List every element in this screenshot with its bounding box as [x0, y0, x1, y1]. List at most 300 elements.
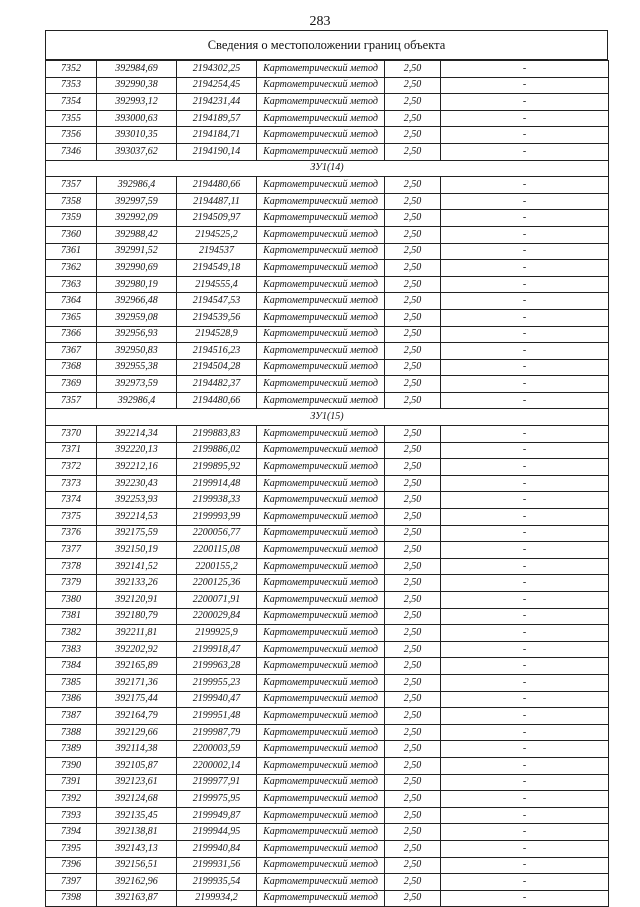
- coord-x-cell: 392220,13: [97, 442, 177, 459]
- accuracy-cell: 2,50: [385, 691, 441, 708]
- accuracy-cell: 2,50: [385, 293, 441, 310]
- point-number-cell: 7386: [46, 691, 97, 708]
- coord-x-cell: 392966,48: [97, 293, 177, 310]
- coord-y-cell: 2194539,56: [177, 309, 257, 326]
- method-cell: Картометрический метод: [257, 807, 385, 824]
- coord-y-cell: 2200125,36: [177, 575, 257, 592]
- point-number-cell: 7377: [46, 542, 97, 559]
- coord-y-cell: 2199883,83: [177, 426, 257, 443]
- accuracy-cell: 2,50: [385, 724, 441, 741]
- method-cell: Картометрический метод: [257, 724, 385, 741]
- description-cell: -: [441, 293, 609, 310]
- coord-y-cell: 2194516,23: [177, 343, 257, 360]
- method-cell: Картометрический метод: [257, 326, 385, 343]
- coord-x-cell: 392162,96: [97, 874, 177, 891]
- coord-x-cell: 392165,89: [97, 658, 177, 675]
- coord-y-cell: 2194547,53: [177, 293, 257, 310]
- table-row: [46, 575, 609, 592]
- table-row: [46, 674, 609, 691]
- coord-y-cell: 2194487,11: [177, 193, 257, 210]
- table-row: [46, 193, 609, 210]
- coord-y-cell: 2200002,14: [177, 757, 257, 774]
- accuracy-cell: 2,50: [385, 426, 441, 443]
- accuracy-cell: 2,50: [385, 226, 441, 243]
- coord-x-cell: 392180,79: [97, 608, 177, 625]
- table-row: [46, 475, 609, 492]
- accuracy-cell: 2,50: [385, 757, 441, 774]
- point-number-cell: 7373: [46, 475, 97, 492]
- accuracy-cell: 2,50: [385, 77, 441, 94]
- coord-y-cell: 2194509,97: [177, 210, 257, 227]
- accuracy-cell: 2,50: [385, 741, 441, 758]
- point-number-cell: 7387: [46, 708, 97, 725]
- accuracy-cell: 2,50: [385, 359, 441, 376]
- coord-x-cell: 392164,79: [97, 708, 177, 725]
- coord-x-cell: 392212,16: [97, 459, 177, 476]
- method-cell: Картометрический метод: [257, 61, 385, 78]
- table-row: [46, 724, 609, 741]
- description-cell: -: [441, 857, 609, 874]
- method-cell: Картометрический метод: [257, 459, 385, 476]
- description-cell: -: [441, 492, 609, 509]
- coord-x-cell: 392156,51: [97, 857, 177, 874]
- method-cell: Картометрический метод: [257, 309, 385, 326]
- method-cell: Картометрический метод: [257, 226, 385, 243]
- point-number-cell: 7366: [46, 326, 97, 343]
- coord-x-cell: 392959,08: [97, 309, 177, 326]
- coord-x-cell: 392129,66: [97, 724, 177, 741]
- description-cell: -: [441, 509, 609, 526]
- coord-x-cell: 392138,81: [97, 824, 177, 841]
- method-cell: Картометрический метод: [257, 608, 385, 625]
- description-cell: -: [441, 276, 609, 293]
- table-row: [46, 210, 609, 227]
- coord-y-cell: 2199993,99: [177, 509, 257, 526]
- coord-y-cell: 2199955,23: [177, 674, 257, 691]
- coord-y-cell: 2199931,56: [177, 857, 257, 874]
- description-cell: -: [441, 343, 609, 360]
- point-number-cell: 7352: [46, 61, 97, 78]
- method-cell: Картометрический метод: [257, 874, 385, 891]
- coord-x-cell: 392984,69: [97, 61, 177, 78]
- coord-y-cell: 2199925,9: [177, 625, 257, 642]
- table-row: [46, 260, 609, 277]
- description-cell: -: [441, 641, 609, 658]
- point-number-cell: 7356: [46, 127, 97, 144]
- point-number-cell: 7365: [46, 309, 97, 326]
- accuracy-cell: 2,50: [385, 840, 441, 857]
- point-number-cell: 7396: [46, 857, 97, 874]
- point-number-cell: 7360: [46, 226, 97, 243]
- table-row: [46, 392, 609, 409]
- method-cell: Картометрический метод: [257, 376, 385, 393]
- coord-y-cell: 2199940,47: [177, 691, 257, 708]
- table-row: [46, 94, 609, 111]
- accuracy-cell: 2,50: [385, 509, 441, 526]
- table-row: [46, 592, 609, 609]
- coord-x-cell: 392950,83: [97, 343, 177, 360]
- description-cell: -: [441, 459, 609, 476]
- point-number-cell: 7363: [46, 276, 97, 293]
- description-cell: -: [441, 260, 609, 277]
- coord-x-cell: 392163,87: [97, 890, 177, 907]
- table-row: [46, 226, 609, 243]
- table-row: [46, 77, 609, 94]
- point-number-cell: 7359: [46, 210, 97, 227]
- accuracy-cell: 2,50: [385, 392, 441, 409]
- coord-y-cell: 2194480,66: [177, 177, 257, 194]
- point-number-cell: 7362: [46, 260, 97, 277]
- accuracy-cell: 2,50: [385, 343, 441, 360]
- accuracy-cell: 2,50: [385, 260, 441, 277]
- method-cell: Картометрический метод: [257, 475, 385, 492]
- description-cell: -: [441, 110, 609, 127]
- point-number-cell: 7388: [46, 724, 97, 741]
- coord-y-cell: 2194528,9: [177, 326, 257, 343]
- description-cell: -: [441, 442, 609, 459]
- method-cell: Картометрический метод: [257, 757, 385, 774]
- table-row: [46, 774, 609, 791]
- table-row: [46, 293, 609, 310]
- description-cell: -: [441, 475, 609, 492]
- point-number-cell: 7378: [46, 558, 97, 575]
- coord-x-cell: 392980,19: [97, 276, 177, 293]
- method-cell: Картометрический метод: [257, 509, 385, 526]
- coord-y-cell: 2200003,59: [177, 741, 257, 758]
- method-cell: Картометрический метод: [257, 110, 385, 127]
- table-row: [46, 741, 609, 758]
- accuracy-cell: 2,50: [385, 525, 441, 542]
- accuracy-cell: 2,50: [385, 874, 441, 891]
- page-number: 283: [309, 14, 331, 29]
- coord-y-cell: 2199938,33: [177, 492, 257, 509]
- table-row: [46, 641, 609, 658]
- accuracy-cell: 2,50: [385, 890, 441, 907]
- method-cell: Картометрический метод: [257, 525, 385, 542]
- description-cell: -: [441, 309, 609, 326]
- accuracy-cell: 2,50: [385, 824, 441, 841]
- coord-y-cell: 2194525,2: [177, 226, 257, 243]
- coord-y-cell: 2194190,14: [177, 143, 257, 160]
- coord-x-cell: 392171,36: [97, 674, 177, 691]
- description-cell: -: [441, 61, 609, 78]
- table-row: [46, 840, 609, 857]
- accuracy-cell: 2,50: [385, 376, 441, 393]
- point-number-cell: 7353: [46, 77, 97, 94]
- accuracy-cell: 2,50: [385, 94, 441, 111]
- table-row: [46, 276, 609, 293]
- method-cell: Картометрический метод: [257, 210, 385, 227]
- table-row: [46, 143, 609, 160]
- point-number-cell: 7361: [46, 243, 97, 260]
- boundary-sheet: [45, 30, 608, 907]
- table-row: [46, 658, 609, 675]
- description-cell: -: [441, 625, 609, 642]
- coord-x-cell: 392214,53: [97, 509, 177, 526]
- method-cell: Картометрический метод: [257, 492, 385, 509]
- coord-x-cell: 392973,59: [97, 376, 177, 393]
- section-label: ЗУ1(15): [46, 409, 609, 426]
- accuracy-cell: 2,50: [385, 309, 441, 326]
- description-cell: -: [441, 193, 609, 210]
- method-cell: Картометрический метод: [257, 674, 385, 691]
- description-cell: -: [441, 592, 609, 609]
- description-cell: -: [441, 210, 609, 227]
- description-cell: -: [441, 791, 609, 808]
- coordinates-table-body: [46, 61, 609, 907]
- accuracy-cell: 2,50: [385, 807, 441, 824]
- accuracy-cell: 2,50: [385, 641, 441, 658]
- point-number-cell: 7390: [46, 757, 97, 774]
- point-number-cell: 7367: [46, 343, 97, 360]
- description-cell: -: [441, 243, 609, 260]
- coord-x-cell: 392211,81: [97, 625, 177, 642]
- method-cell: Картометрический метод: [257, 77, 385, 94]
- point-number-cell: 7375: [46, 509, 97, 526]
- table-row: [46, 824, 609, 841]
- accuracy-cell: 2,50: [385, 475, 441, 492]
- coord-x-cell: 392986,4: [97, 177, 177, 194]
- point-number-cell: 7369: [46, 376, 97, 393]
- method-cell: Картометрический метод: [257, 143, 385, 160]
- coord-y-cell: 2194231,44: [177, 94, 257, 111]
- accuracy-cell: 2,50: [385, 625, 441, 642]
- method-cell: Картометрический метод: [257, 890, 385, 907]
- method-cell: Картометрический метод: [257, 276, 385, 293]
- coord-y-cell: 2200155,2: [177, 558, 257, 575]
- method-cell: Картометрический метод: [257, 426, 385, 443]
- description-cell: -: [441, 757, 609, 774]
- description-cell: -: [441, 807, 609, 824]
- accuracy-cell: 2,50: [385, 193, 441, 210]
- coord-x-cell: 392114,38: [97, 741, 177, 758]
- coord-x-cell: 392175,44: [97, 691, 177, 708]
- point-number-cell: 7393: [46, 807, 97, 824]
- coord-x-cell: 392141,52: [97, 558, 177, 575]
- description-cell: -: [441, 824, 609, 841]
- accuracy-cell: 2,50: [385, 210, 441, 227]
- method-cell: Картометрический метод: [257, 260, 385, 277]
- table-row: [46, 343, 609, 360]
- method-cell: Картометрический метод: [257, 791, 385, 808]
- accuracy-cell: 2,50: [385, 276, 441, 293]
- accuracy-cell: 2,50: [385, 791, 441, 808]
- coord-y-cell: 2200029,84: [177, 608, 257, 625]
- method-cell: Картометрический метод: [257, 774, 385, 791]
- accuracy-cell: 2,50: [385, 177, 441, 194]
- description-cell: -: [441, 359, 609, 376]
- point-number-cell: 7398: [46, 890, 97, 907]
- point-number-cell: 7391: [46, 774, 97, 791]
- point-number-cell: 7376: [46, 525, 97, 542]
- coord-y-cell: 2199934,2: [177, 890, 257, 907]
- accuracy-cell: 2,50: [385, 459, 441, 476]
- table-row: [46, 542, 609, 559]
- table-row: [46, 708, 609, 725]
- method-cell: Картометрический метод: [257, 691, 385, 708]
- description-cell: -: [441, 741, 609, 758]
- coord-y-cell: 2200115,08: [177, 542, 257, 559]
- method-cell: Картометрический метод: [257, 94, 385, 111]
- coord-x-cell: 392175,59: [97, 525, 177, 542]
- description-cell: -: [441, 177, 609, 194]
- coord-y-cell: 2199895,92: [177, 459, 257, 476]
- point-number-cell: 7379: [46, 575, 97, 592]
- description-cell: -: [441, 326, 609, 343]
- method-cell: Картометрический метод: [257, 359, 385, 376]
- coord-x-cell: 392214,34: [97, 426, 177, 443]
- table-row: [46, 459, 609, 476]
- description-cell: -: [441, 525, 609, 542]
- accuracy-cell: 2,50: [385, 575, 441, 592]
- description-cell: -: [441, 674, 609, 691]
- table-row: [46, 177, 609, 194]
- accuracy-cell: 2,50: [385, 608, 441, 625]
- table-row: [46, 608, 609, 625]
- coord-x-cell: 392986,4: [97, 392, 177, 409]
- description-cell: -: [441, 774, 609, 791]
- description-cell: -: [441, 840, 609, 857]
- description-cell: -: [441, 426, 609, 443]
- accuracy-cell: 2,50: [385, 127, 441, 144]
- point-number-cell: 7397: [46, 874, 97, 891]
- point-number-cell: 7370: [46, 426, 97, 443]
- table-row: [46, 525, 609, 542]
- table-row: [46, 807, 609, 824]
- coord-x-cell: 392124,68: [97, 791, 177, 808]
- accuracy-cell: 2,50: [385, 542, 441, 559]
- point-number-cell: 7354: [46, 94, 97, 111]
- coord-x-cell: 392988,42: [97, 226, 177, 243]
- coord-y-cell: 2194504,28: [177, 359, 257, 376]
- description-cell: -: [441, 376, 609, 393]
- coord-y-cell: 2199944,95: [177, 824, 257, 841]
- accuracy-cell: 2,50: [385, 243, 441, 260]
- coord-y-cell: 2199918,47: [177, 641, 257, 658]
- table-row: [46, 426, 609, 443]
- point-number-cell: 7389: [46, 741, 97, 758]
- description-cell: -: [441, 658, 609, 675]
- description-cell: -: [441, 575, 609, 592]
- coord-x-cell: 392991,52: [97, 243, 177, 260]
- coord-x-cell: 392955,38: [97, 359, 177, 376]
- coord-x-cell: 392997,59: [97, 193, 177, 210]
- method-cell: Картометрический метод: [257, 641, 385, 658]
- table-row: [46, 791, 609, 808]
- table-row: [46, 874, 609, 891]
- point-number-cell: 7357: [46, 392, 97, 409]
- point-number-cell: 7357: [46, 177, 97, 194]
- table-row: [46, 558, 609, 575]
- coord-x-cell: 392143,13: [97, 840, 177, 857]
- description-cell: -: [441, 94, 609, 111]
- accuracy-cell: 2,50: [385, 592, 441, 609]
- table-row: [46, 442, 609, 459]
- description-cell: -: [441, 542, 609, 559]
- table-row: [46, 757, 609, 774]
- accuracy-cell: 2,50: [385, 143, 441, 160]
- description-cell: -: [441, 608, 609, 625]
- description-cell: -: [441, 392, 609, 409]
- point-number-cell: 7392: [46, 791, 97, 808]
- method-cell: Картометрический метод: [257, 658, 385, 675]
- method-cell: Картометрический метод: [257, 193, 385, 210]
- method-cell: Картометрический метод: [257, 575, 385, 592]
- coord-y-cell: 2194555,4: [177, 276, 257, 293]
- point-number-cell: 7372: [46, 459, 97, 476]
- method-cell: Картометрический метод: [257, 558, 385, 575]
- method-cell: Картометрический метод: [257, 442, 385, 459]
- section-row: [46, 409, 609, 426]
- point-number-cell: 7385: [46, 674, 97, 691]
- coord-x-cell: 392992,09: [97, 210, 177, 227]
- coord-x-cell: 392230,43: [97, 475, 177, 492]
- point-number-cell: 7382: [46, 625, 97, 642]
- point-number-cell: 7384: [46, 658, 97, 675]
- point-number-cell: 7368: [46, 359, 97, 376]
- table-row: [46, 691, 609, 708]
- table-row: [46, 326, 609, 343]
- method-cell: Картометрический метод: [257, 857, 385, 874]
- table-row: [46, 243, 609, 260]
- accuracy-cell: 2,50: [385, 442, 441, 459]
- table-row: [46, 492, 609, 509]
- coord-y-cell: 2194302,25: [177, 61, 257, 78]
- coord-y-cell: 2199977,91: [177, 774, 257, 791]
- description-cell: -: [441, 77, 609, 94]
- coord-y-cell: 2199963,28: [177, 658, 257, 675]
- coord-x-cell: 393037,62: [97, 143, 177, 160]
- table-row: [46, 857, 609, 874]
- method-cell: Картометрический метод: [257, 625, 385, 642]
- table-row: [46, 127, 609, 144]
- method-cell: Картометрический метод: [257, 840, 385, 857]
- coord-y-cell: 2194549,18: [177, 260, 257, 277]
- coord-x-cell: 392150,19: [97, 542, 177, 559]
- accuracy-cell: 2,50: [385, 326, 441, 343]
- method-cell: Картометрический метод: [257, 392, 385, 409]
- accuracy-cell: 2,50: [385, 492, 441, 509]
- accuracy-cell: 2,50: [385, 708, 441, 725]
- table-row: [46, 376, 609, 393]
- method-cell: Картометрический метод: [257, 177, 385, 194]
- section-label: ЗУ1(14): [46, 160, 609, 177]
- coord-y-cell: 2199987,79: [177, 724, 257, 741]
- accuracy-cell: 2,50: [385, 658, 441, 675]
- coord-x-cell: 392133,26: [97, 575, 177, 592]
- point-number-cell: 7346: [46, 143, 97, 160]
- description-cell: -: [441, 226, 609, 243]
- coord-y-cell: 2200071,91: [177, 592, 257, 609]
- coord-x-cell: 392956,93: [97, 326, 177, 343]
- coord-x-cell: 392202,92: [97, 641, 177, 658]
- table-row: [46, 61, 609, 78]
- coord-x-cell: 392135,45: [97, 807, 177, 824]
- table-row: [46, 110, 609, 127]
- point-number-cell: 7355: [46, 110, 97, 127]
- coord-x-cell: 393000,63: [97, 110, 177, 127]
- method-cell: Картометрический метод: [257, 343, 385, 360]
- coord-y-cell: 2194254,45: [177, 77, 257, 94]
- coord-y-cell: 2199975,95: [177, 791, 257, 808]
- method-cell: Картометрический метод: [257, 542, 385, 559]
- coord-x-cell: 392123,61: [97, 774, 177, 791]
- coord-y-cell: 2194537: [177, 243, 257, 260]
- accuracy-cell: 2,50: [385, 558, 441, 575]
- point-number-cell: 7380: [46, 592, 97, 609]
- coord-x-cell: 392105,87: [97, 757, 177, 774]
- coord-y-cell: 2199951,48: [177, 708, 257, 725]
